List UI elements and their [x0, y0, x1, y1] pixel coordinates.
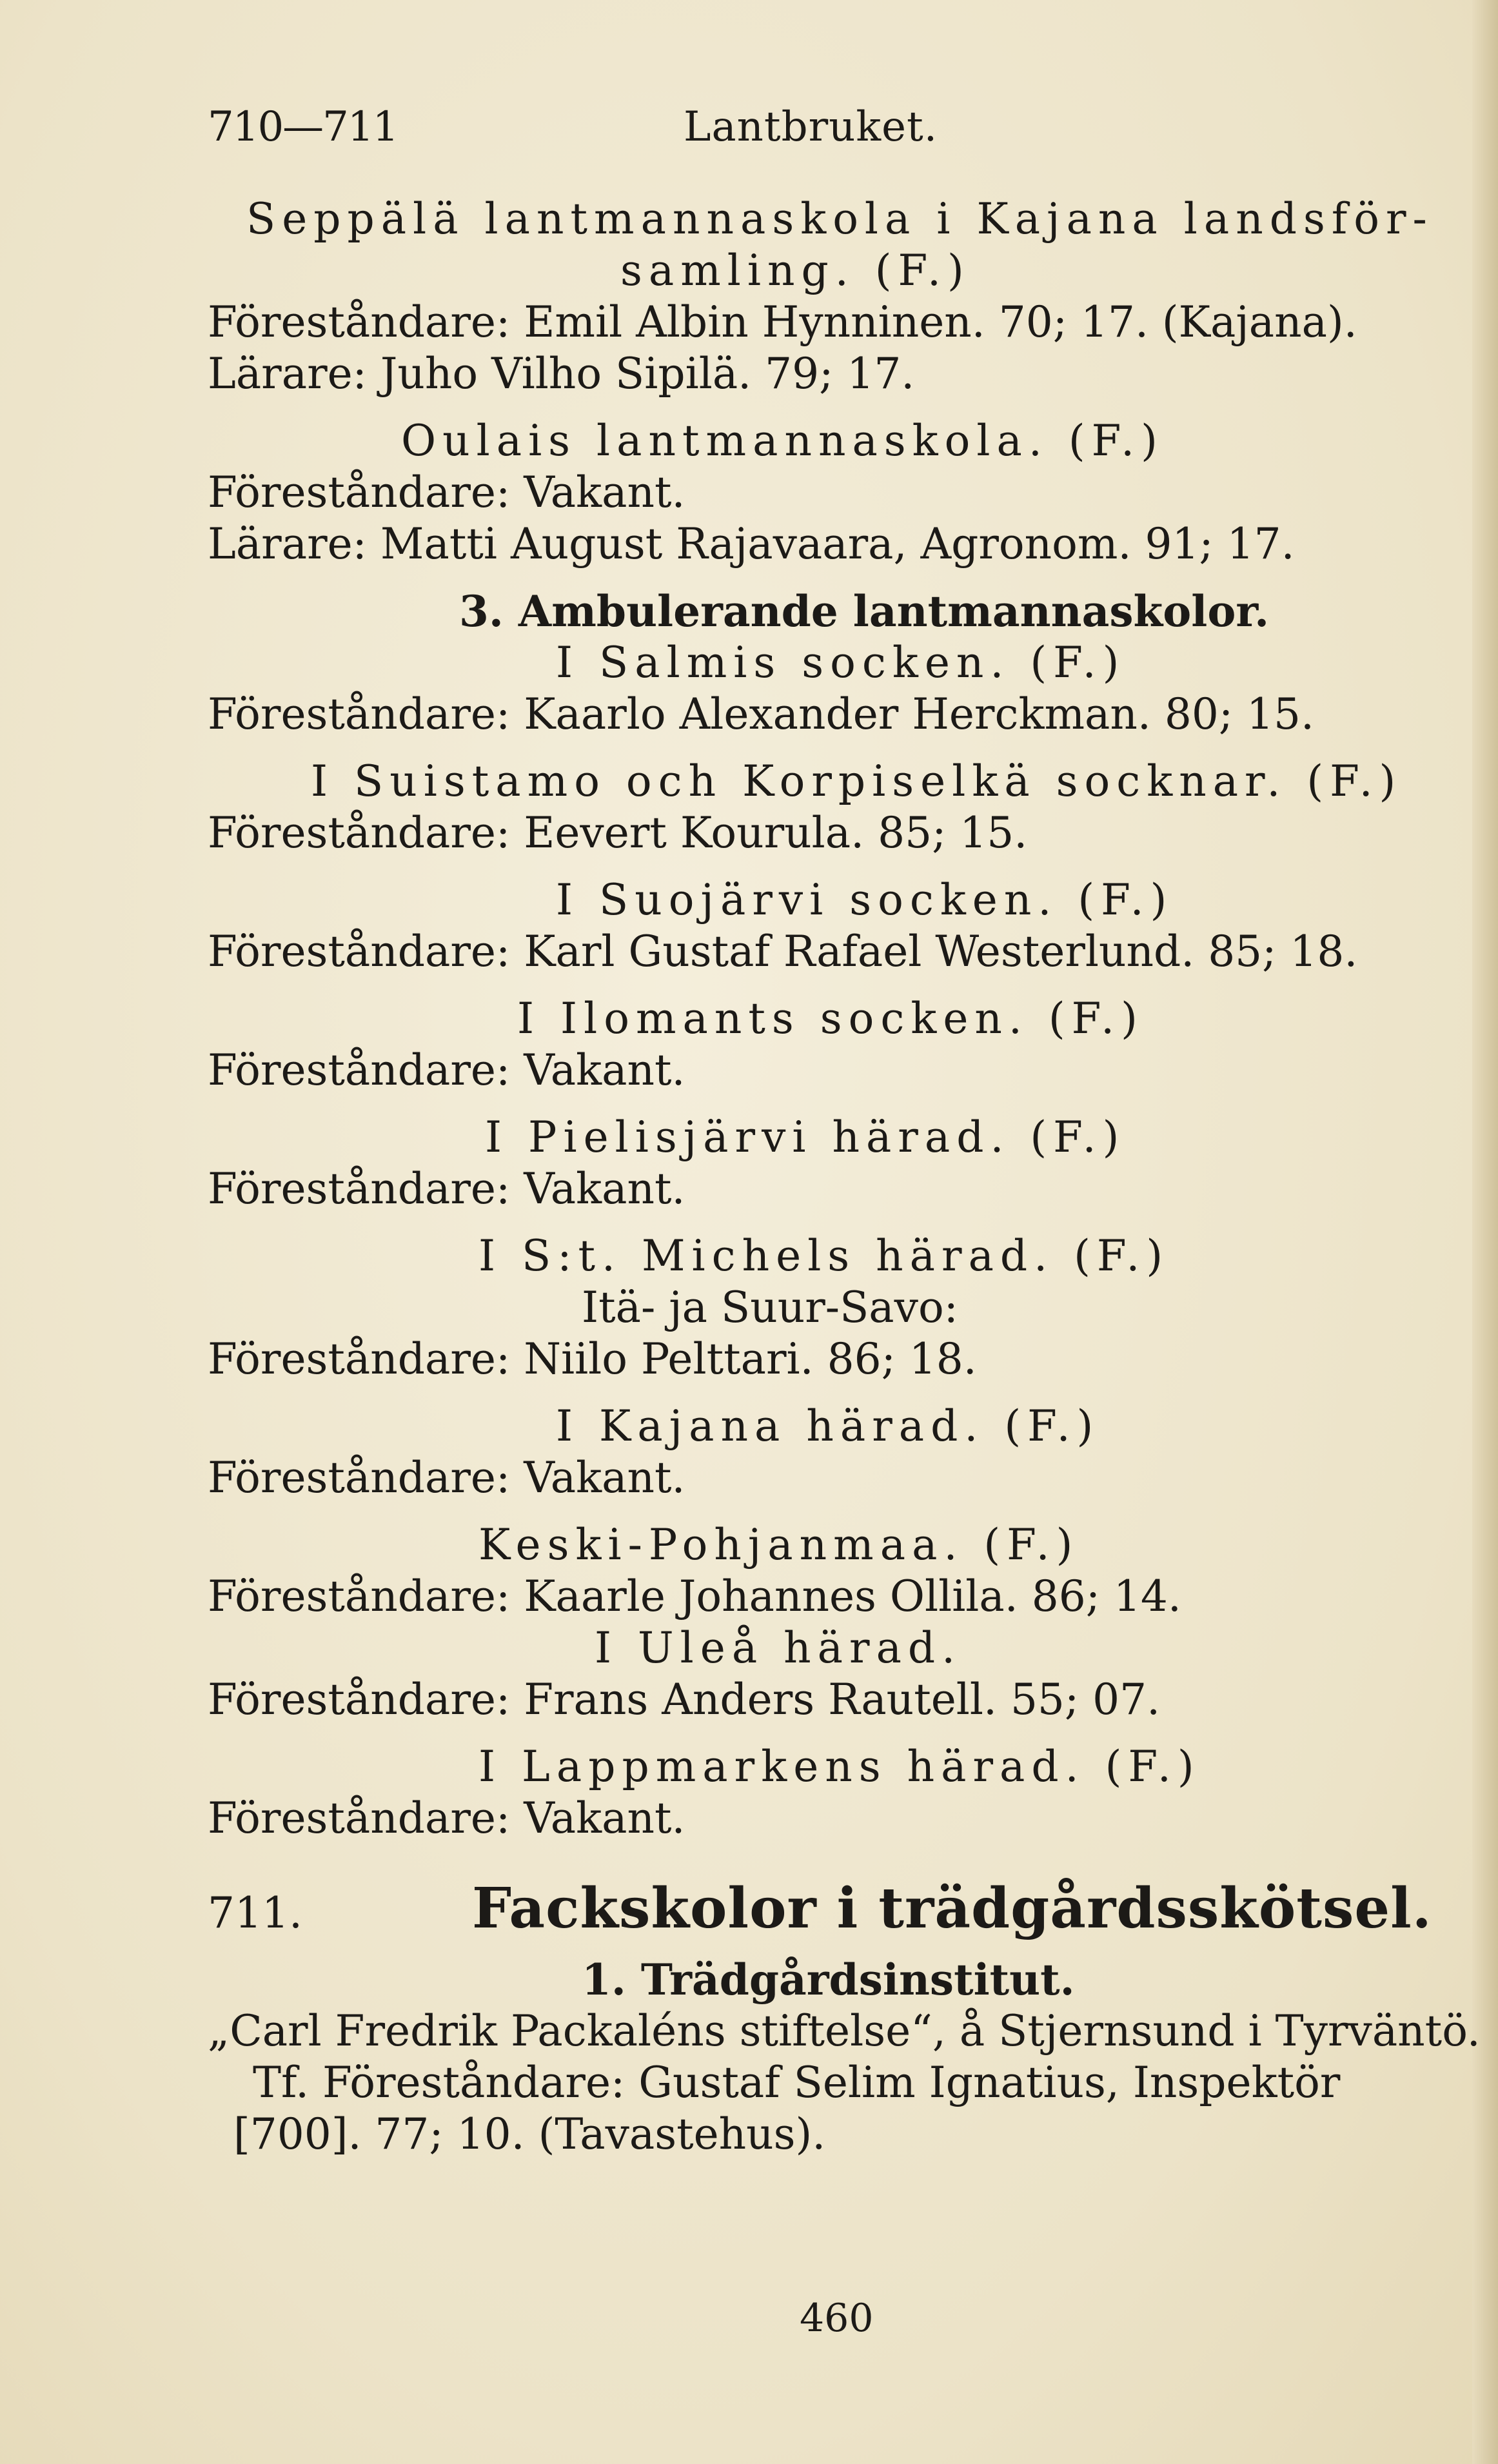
oulais-teacher: Lärare: Matti August Rajavaara, Agronom. 91; 17.	[208, 519, 1295, 569]
running-title: Lantbruket.	[684, 103, 938, 151]
suistamo-head: Föreståndare: Eevert Kourula. 85; 15.	[208, 808, 1028, 858]
section-711-line3: [700]. 77; 10. (Tavastehus).	[233, 2109, 826, 2159]
seppala-title-line2: samling. (F.)	[620, 246, 971, 295]
ulea-head: Föreståndare: Frans Anders Rautell. 55; 07.	[208, 1675, 1161, 1724]
section-711-subtitle: 1. Trädgårdsinstitut.	[582, 1955, 1075, 2005]
lappmark-title: I Lappmarkens härad. (F.)	[478, 1742, 1201, 1791]
suojarvi-title: I Suojärvi socken. (F.)	[556, 875, 1174, 925]
salmis-title: I Salmis socken. (F.)	[556, 638, 1126, 687]
stmichels-sub: Itä- ja Suur-Savo:	[582, 1283, 958, 1332]
stmichels-head: Föreståndare: Niilo Pelttari. 86; 18.	[208, 1334, 977, 1384]
suojarvi-head: Föreståndare: Karl Gustaf Rafael Westerlund. 85; 18.	[208, 927, 1358, 976]
section-711-line1: „Carl Fredrik Packaléns stiftelse“, å Stjernsund i Tyrväntö.	[208, 2006, 1481, 2056]
stmichels-title: I S:t. Michels härad. (F.)	[478, 1231, 1170, 1281]
section-range: 710—711	[208, 103, 398, 151]
ambulerande-title: 3. Ambulerande lantmannaskolor.	[459, 586, 1270, 636]
ilomants-title: I Ilomants socken. (F.)	[517, 994, 1144, 1043]
seppala-teacher: Lärare: Juho Vilho Sipilä. 79; 17.	[208, 349, 915, 399]
section-711-number: 711.	[208, 1888, 302, 1938]
ulea-title: I Uleå härad.	[595, 1623, 962, 1673]
footer-page-number: 460	[800, 2296, 874, 2341]
keski-title: Keski-Pohjanmaa. (F.)	[478, 1520, 1079, 1570]
seppala-head: Föreståndare: Emil Albin Hynninen. 70; 17. (Kajana).	[208, 297, 1357, 347]
pielisjarvi-title: I Pielisjärvi härad. (F.)	[485, 1112, 1126, 1162]
pielisjarvi-head: Föreståndare: Vakant.	[208, 1164, 685, 1214]
salmis-head: Föreståndare: Kaarlo Alexander Herckman. 80; 15.	[208, 689, 1314, 739]
section-711-line2: Tf. Föreståndare: Gustaf Selim Ignatius, Inspektör	[253, 2058, 1341, 2107]
section-711-heading	[208, 1876, 1478, 1954]
kajana-title: I Kajana härad. (F.)	[556, 1401, 1100, 1451]
oulais-title: Oulais lantmannaskola. (F.)	[401, 416, 1164, 466]
page-header	[0, 103, 1498, 168]
page-body	[208, 193, 1481, 2160]
kajana-head: Föreståndare: Vakant.	[208, 1453, 685, 1503]
oulais-head: Föreståndare: Vakant.	[208, 468, 685, 517]
suistamo-title: I Suistamo och Korpiselkä socknar. (F.)	[311, 756, 1403, 806]
keski-head: Föreståndare: Kaarle Johannes Ollila. 86; 14.	[208, 1572, 1181, 1621]
seppala-title-line1: Seppälä lantmannaskola i Kajana landsför-	[246, 194, 1434, 244]
section-711-title: Fackskolor i trädgårdsskötsel.	[472, 1876, 1432, 1941]
lappmark-head: Föreståndare: Vakant.	[208, 1793, 685, 1843]
ilomants-head: Föreståndare: Vakant.	[208, 1045, 685, 1095]
